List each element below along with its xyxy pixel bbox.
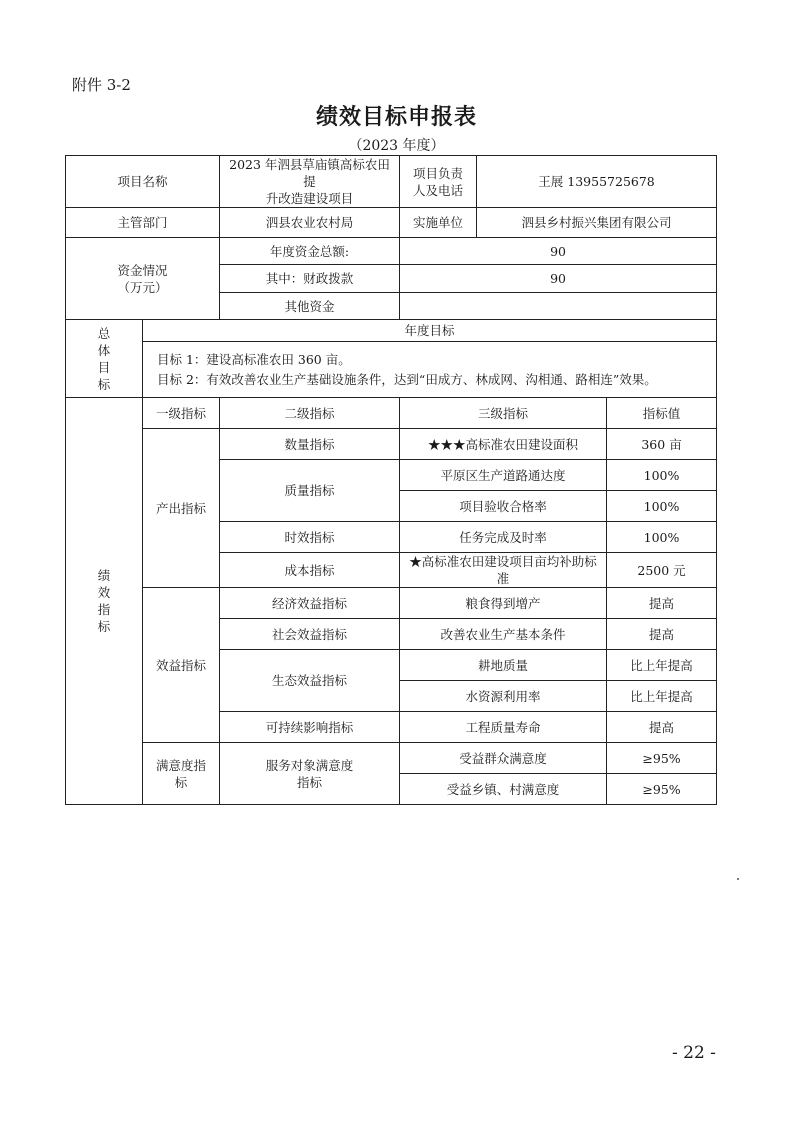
implementing-unit-value: 泗县乡村振兴集团有限公司: [477, 208, 717, 238]
department-value: 泗县农业农村局: [220, 208, 400, 238]
overall-goals-char: 体: [97, 342, 111, 358]
indicators-header-row: [66, 398, 717, 429]
header-value: 指标值: [607, 398, 717, 429]
service-satisfaction-label: [220, 743, 400, 805]
department-label: 主管部门: [66, 208, 220, 238]
goals-content-row: [66, 342, 717, 398]
satisfaction-indicators-label: [143, 743, 220, 805]
economic-benefit-label: 经济效益指标: [220, 588, 400, 619]
timeliness-indicator-value: 100%: [607, 522, 717, 553]
funds-label: [66, 238, 220, 320]
funds-label-line: 资金情况: [117, 262, 168, 278]
cost-indicator-value: 2500 元: [607, 553, 717, 588]
funds-fiscal-value: 90: [400, 265, 717, 293]
table-row: [66, 429, 717, 460]
funds-label-line: （万元）: [117, 279, 168, 295]
satisfaction-value: ≥95%: [607, 743, 717, 774]
overall-goals-char: 标: [97, 376, 111, 392]
performance-goals-table: [65, 155, 717, 805]
satisfaction-value: ≥95%: [607, 774, 717, 805]
service-satisfaction-line: 服务对象满意度: [265, 757, 354, 773]
satisfaction-item: 受益乡镇、村满意度: [400, 774, 607, 805]
ecological-benefit-item: 水资源利用率: [400, 681, 607, 712]
cost-indicator-label: 成本指标: [220, 553, 400, 588]
quality-indicator-value: 100%: [607, 460, 717, 491]
project-name-line: 升改造建设项目: [265, 191, 354, 206]
ecological-benefit-item: 耕地质量: [400, 650, 607, 681]
contact-label-line: 项目负责: [413, 165, 464, 181]
timeliness-indicator-label: 时效指标: [220, 522, 400, 553]
overall-goals-char: 总: [97, 325, 111, 341]
ecological-benefit-value: 比上年提高: [607, 681, 717, 712]
performance-indicators-char: 绩: [97, 568, 111, 583]
sustainable-impact-label: 可持续影响指标: [220, 712, 400, 743]
ecological-benefit-label: 生态效益指标: [220, 650, 400, 712]
contact-value: 王展 13955725678: [477, 156, 717, 208]
funds-other-label: 其他资金: [220, 293, 400, 320]
quantity-indicator-value: 360 亩: [607, 429, 717, 460]
service-satisfaction-line: 指标: [297, 774, 323, 790]
goal-1: 目标 1：建设高标准农田 360 亩。: [157, 351, 351, 367]
quantity-indicator-label: 数量指标: [220, 429, 400, 460]
contact-label-line: 人及电话: [413, 182, 464, 198]
implementing-unit-label: 实施单位: [400, 208, 477, 238]
goals-header-row: [66, 320, 717, 342]
sustainable-impact-item: 工程质量寿命: [400, 712, 607, 743]
table-row: [66, 588, 717, 619]
project-name-label: 项目名称: [66, 156, 220, 208]
cost-indicator-item: ★高标准农田建设项目亩均补助标准: [400, 553, 607, 588]
overall-goals-label: [66, 320, 143, 398]
page-title: 绩效目标申报表: [315, 104, 477, 130]
performance-indicators-label: [66, 398, 143, 805]
report-year: （2023 年度）: [348, 138, 445, 154]
project-name-row: [66, 156, 717, 208]
performance-indicators-char: 效: [97, 585, 111, 600]
overall-goals-char: 目: [97, 359, 111, 375]
scan-speck: [737, 878, 739, 880]
quality-indicator-label: 质量指标: [220, 460, 400, 522]
economic-benefit-value: 提高: [607, 588, 717, 619]
project-name-value: [220, 156, 400, 208]
benefit-indicators-label: 效益指标: [143, 588, 220, 743]
performance-indicators-char: 标: [97, 619, 111, 634]
department-row: [66, 208, 717, 238]
satisfaction-label-line: 满意度指: [156, 757, 207, 773]
social-benefit-label: 社会效益指标: [220, 619, 400, 650]
social-benefit-item: 改善农业生产基本条件: [400, 619, 607, 650]
page-number: - 22 -: [672, 1043, 716, 1063]
header-level3: 三级指标: [400, 398, 607, 429]
output-indicators-label: 产出指标: [143, 429, 220, 588]
header-level1: 一级指标: [143, 398, 220, 429]
performance-indicators-char: 指: [97, 602, 111, 617]
satisfaction-label-line: 标: [174, 774, 188, 790]
funds-total-label: 年度资金总额:: [220, 238, 400, 265]
funds-total-value: 90: [400, 238, 717, 265]
quality-indicator-item: 平原区生产道路通达度: [400, 460, 607, 491]
annual-goals-header: 年度目标: [143, 320, 717, 342]
project-name-line: 2023 年泗县草庙镇高标农田提: [229, 157, 390, 189]
table-row: [66, 743, 717, 774]
ecological-benefit-value: 比上年提高: [607, 650, 717, 681]
quality-indicator-item: 项目验收合格率: [400, 491, 607, 522]
quantity-indicator-item: ★★★高标准农田建设面积: [400, 429, 607, 460]
satisfaction-item: 受益群众满意度: [400, 743, 607, 774]
quality-indicator-value: 100%: [607, 491, 717, 522]
funds-total-row: [66, 238, 717, 265]
attachment-label: 附件 3-2: [72, 76, 131, 94]
funds-other-value: [400, 293, 717, 320]
timeliness-indicator-item: 任务完成及时率: [400, 522, 607, 553]
annual-goals-content: [143, 342, 717, 398]
goal-2: 目标 2：有效改善农业生产基础设施条件，达到“田成方、林成网、沟相通、路相连”效果。: [157, 371, 657, 387]
economic-benefit-item: 粮食得到增产: [400, 588, 607, 619]
social-benefit-value: 提高: [607, 619, 717, 650]
header-level2: 二级指标: [220, 398, 400, 429]
funds-fiscal-label: 其中：财政拨款: [220, 265, 400, 293]
sustainable-impact-value: 提高: [607, 712, 717, 743]
contact-label: [400, 156, 477, 208]
